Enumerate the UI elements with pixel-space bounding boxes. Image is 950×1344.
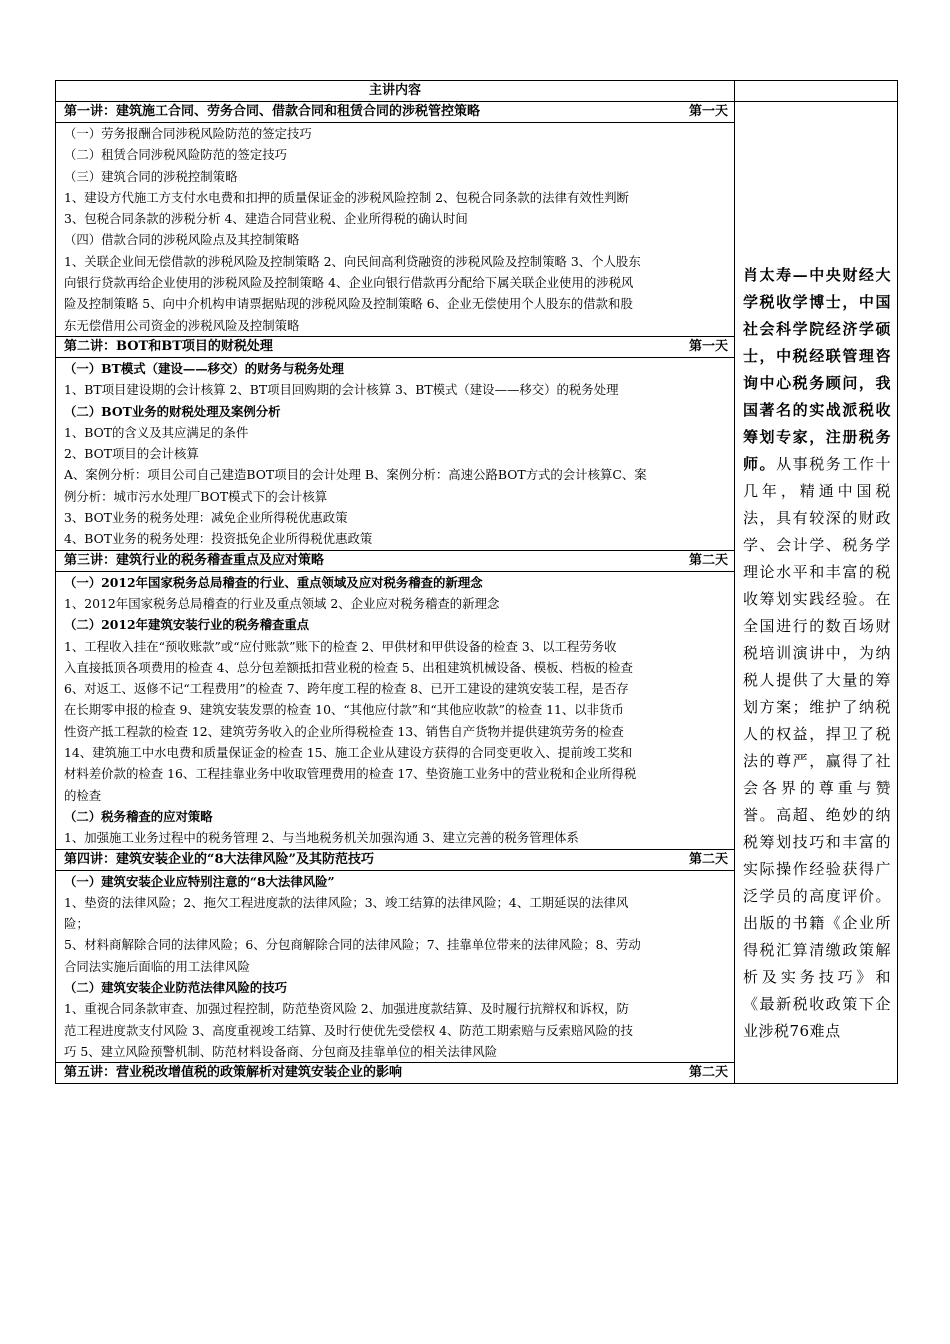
lecture-line: （三）建筑合同的涉税控制策略: [64, 168, 238, 184]
header-main: 主讲内容: [56, 81, 735, 102]
lecture-line: 范工程进度款支付风险 3、高度重视竣工结算、及时行使优先受偿权 4、防范工期索赔与反索赔风险的技: [64, 1022, 633, 1038]
lecture-title-text: 第一讲：建筑施工合同、劳务合同、借款合同和租赁合同的涉税管控策略: [64, 104, 481, 119]
lecture-line: 2、BOT项目的会计核算: [64, 446, 199, 462]
lecture-line: A、案例分析：项目公司自己建造BOT项目的会计处理 B、案例分析：高速公路BOT方式的会计核算C、案: [64, 467, 647, 483]
lecture-line: （一）劳务报酬合同涉税风险防范的签定技巧: [64, 126, 312, 141]
lecture-day: 第二天: [688, 851, 728, 867]
lecture-title: [56, 1063, 734, 1083]
lecture-line: （一）BT模式（建设——移交）的财务与税务处理: [64, 360, 344, 376]
sections-cell: [56, 102, 735, 1084]
lecture-line: 3、BOT业务的税务处理：减免企业所得税优惠政策: [64, 510, 348, 526]
lecture-line: 例分析：城市污水处理厂BOT模式下的会计核算: [64, 488, 328, 504]
lecture-line: 1、加强施工业务过程中的税务管理 2、与当地税务机关加强沟通 3、建立完善的税务管理体系: [64, 830, 579, 846]
lecture-title: [56, 551, 734, 572]
content-row: [56, 102, 898, 1084]
lecture-title: [56, 850, 734, 871]
lecture-line: 东无偿借用公司资金的涉税风险及控制策略: [64, 317, 300, 333]
lecture-section: [56, 551, 734, 850]
lecture-title: [56, 102, 734, 123]
course-table: [55, 80, 898, 1084]
lecture-title-text: 第三讲：建筑行业的税务稽查重点及应对策略: [64, 552, 325, 568]
lecture-line: 1、关联企业间无偿借款的涉税风险及控制策略 2、向民间高利贷融资的涉税风险及控制策略 3、个人股东: [64, 253, 641, 269]
lecture-line: 险；: [64, 916, 89, 932]
lecture-line: （二）2012年建筑安装行业的税务稽查重点: [64, 617, 310, 633]
lecture-line: 6、对返工、返修不记“工程费用”的检查 7、跨年度工程的检查 8、已开工建设的建筑安装工程，是否存: [64, 681, 629, 697]
bio-bold: 肖太寿—中央财经大学税收学博士，中国社会科学院经济学硕士，中税经联管理咨询中心税务顾问，我国著名的实战派税收筹划专家，注册税务师。: [743, 266, 891, 473]
lecture-line: 在长期零申报的检查 9、建筑安装发票的检查 10、“其他应付款”和“其他应收款”的检查 11、以非货币: [64, 702, 624, 718]
bio-cell: [735, 102, 898, 1084]
lecture-title-text: 第五讲：营业税改增值税的政策解析对建筑安装企业的影响: [64, 1065, 403, 1081]
lecturer-bio: [735, 102, 897, 1045]
lecture-title-text: 第二讲：BOT和BT项目的财税处理: [64, 338, 273, 354]
lecture-line: 4、BOT业务的税务处理：投资抵免企业所得税优惠政策: [64, 531, 373, 547]
lecture-title-text: 第四讲：建筑安装企业的“8大法律风险”及其防范技巧: [64, 851, 375, 867]
lecture-section: [56, 337, 734, 551]
lecture-line: 险及控制策略 5、向中介机构申请票据贴现的涉税风险及控制策略 6、企业无偿使用个人股东的借款和股: [64, 296, 633, 312]
lecture-line: 向银行贷款再给企业使用的涉税风险及控制策略 4、企业向银行借款再分配给下属关联企业使用的涉税风: [64, 275, 634, 291]
lecture-line: （一）2012年国家税务总局稽查的行业、重点领域及应对税务稽查的新理念: [64, 574, 483, 590]
lecture-line: 1、重视合同条款审查、加强过程控制，防范垫资风险 2、加强进度款结算、及时履行抗辩权和诉权，防: [64, 1001, 629, 1017]
lecture-line: 14、建筑施工中水电费和质量保证金的检查 15、施工企业从建设方获得的合同变更收入、提前竣工奖和: [64, 745, 633, 761]
header-side: [735, 81, 898, 102]
lecture-line: 1、BT项目建设期的会计核算 2、BT项目回购期的会计核算 3、BT模式（建设——移交）的税务处理: [64, 382, 619, 398]
bio-normal: 从事税务工作十几年，精通中国税法，具有较深的财政学、会计学、税务学理论水平和丰富的税收筹划实践经验。在全国进行的数百场财税培训演讲中，为纳税人提供了大量的筹划方案；维护了纳税人的权益，捍卫了税法的尊严，赢得了社会各界的尊重与赞誉。高超、绝妙的纳税筹划技巧和丰富的实际操作经验获得广泛学员的高度评价。出版的书籍《企业所得税汇算清缴政策解析及实务技巧》和《最新税收政策下企业涉税76难点: [743, 455, 891, 1040]
lecture-section: [56, 102, 734, 337]
lecture-section: [56, 1063, 734, 1083]
lecture-line: （四）借款合同的涉税风险点及其控制策略: [64, 232, 300, 248]
lecture-day: 第一天: [688, 338, 728, 354]
lecture-line: 5、材料商解除合同的法律风险；6、分包商解除合同的法律风险；7、挂靠单位带来的法律风险；8、劳动: [64, 937, 641, 953]
lecture-title: [56, 337, 734, 358]
lecture-day: 第二天: [688, 552, 728, 568]
lecture-line: 1、垫资的法律风险；2、拖欠工程进度款的法律风险；3、竣工结算的法律风险；4、工期延误的法律风: [64, 894, 629, 910]
lecture-line: 材料差价款的检查 16、工程挂靠业务中收取管理费用的检查 17、垫资施工业务中的营业税和企业所得税: [64, 766, 637, 782]
lecture-line: 的检查: [64, 787, 102, 803]
lecture-line: （二）租赁合同涉税风险防范的签定技巧: [64, 147, 288, 163]
lecture-section: [56, 850, 734, 1064]
lecture-line: 1、BOT的含义及其应满足的条件: [64, 424, 249, 440]
lecture-line: （二）建筑安装企业防范法律风险的技巧: [64, 979, 288, 995]
lecture-line: 合同法实施后面临的用工法律风险: [64, 958, 250, 974]
lecture-line: （一）建筑安装企业应特别注意的“8大法律风险”: [64, 873, 335, 889]
lecture-line: 巧 5、建立风险预警机制、防范材料设备商、分包商及挂靠单位的相关法律风险: [64, 1043, 498, 1059]
lecture-line: 入直接抵顶各项费用的检查 4、总分包差额抵扣营业税的检查 5、出租建筑机械设备、模板、档板的检查: [64, 659, 633, 675]
lecture-line: 1、2012年国家税务总局稽查的行业及重点领域 2、企业应对税务稽查的新理念: [64, 595, 500, 611]
lecture-line: 1、工程收入挂在“预收账款”或“应付账款”账下的检查 2、甲供材和甲供设备的检查 3、以工程劳务收: [64, 638, 617, 654]
lecture-line: （二）税务稽查的应对策略: [64, 808, 213, 824]
lecture-day: 第二天: [688, 1065, 728, 1081]
lecture-line: （二）BOT业务的财税处理及案例分析: [64, 403, 281, 419]
lecture-line: 1、建设方代施工方支付水电费和扣押的质量保证金的涉税风险控制 2、包税合同条款的法律有效性判断: [64, 189, 629, 205]
lecture-line: 3、包税合同条款的涉税分析 4、建造合同营业税、企业所得税的确认时间: [64, 211, 468, 227]
lecture-line: 性资产抵工程款的检查 12、建筑劳务收入的企业所得税检查 13、销售自产货物并提供建筑劳务的检查: [64, 723, 624, 739]
lecture-day: 第一天: [688, 104, 728, 119]
header-row: [56, 81, 898, 102]
